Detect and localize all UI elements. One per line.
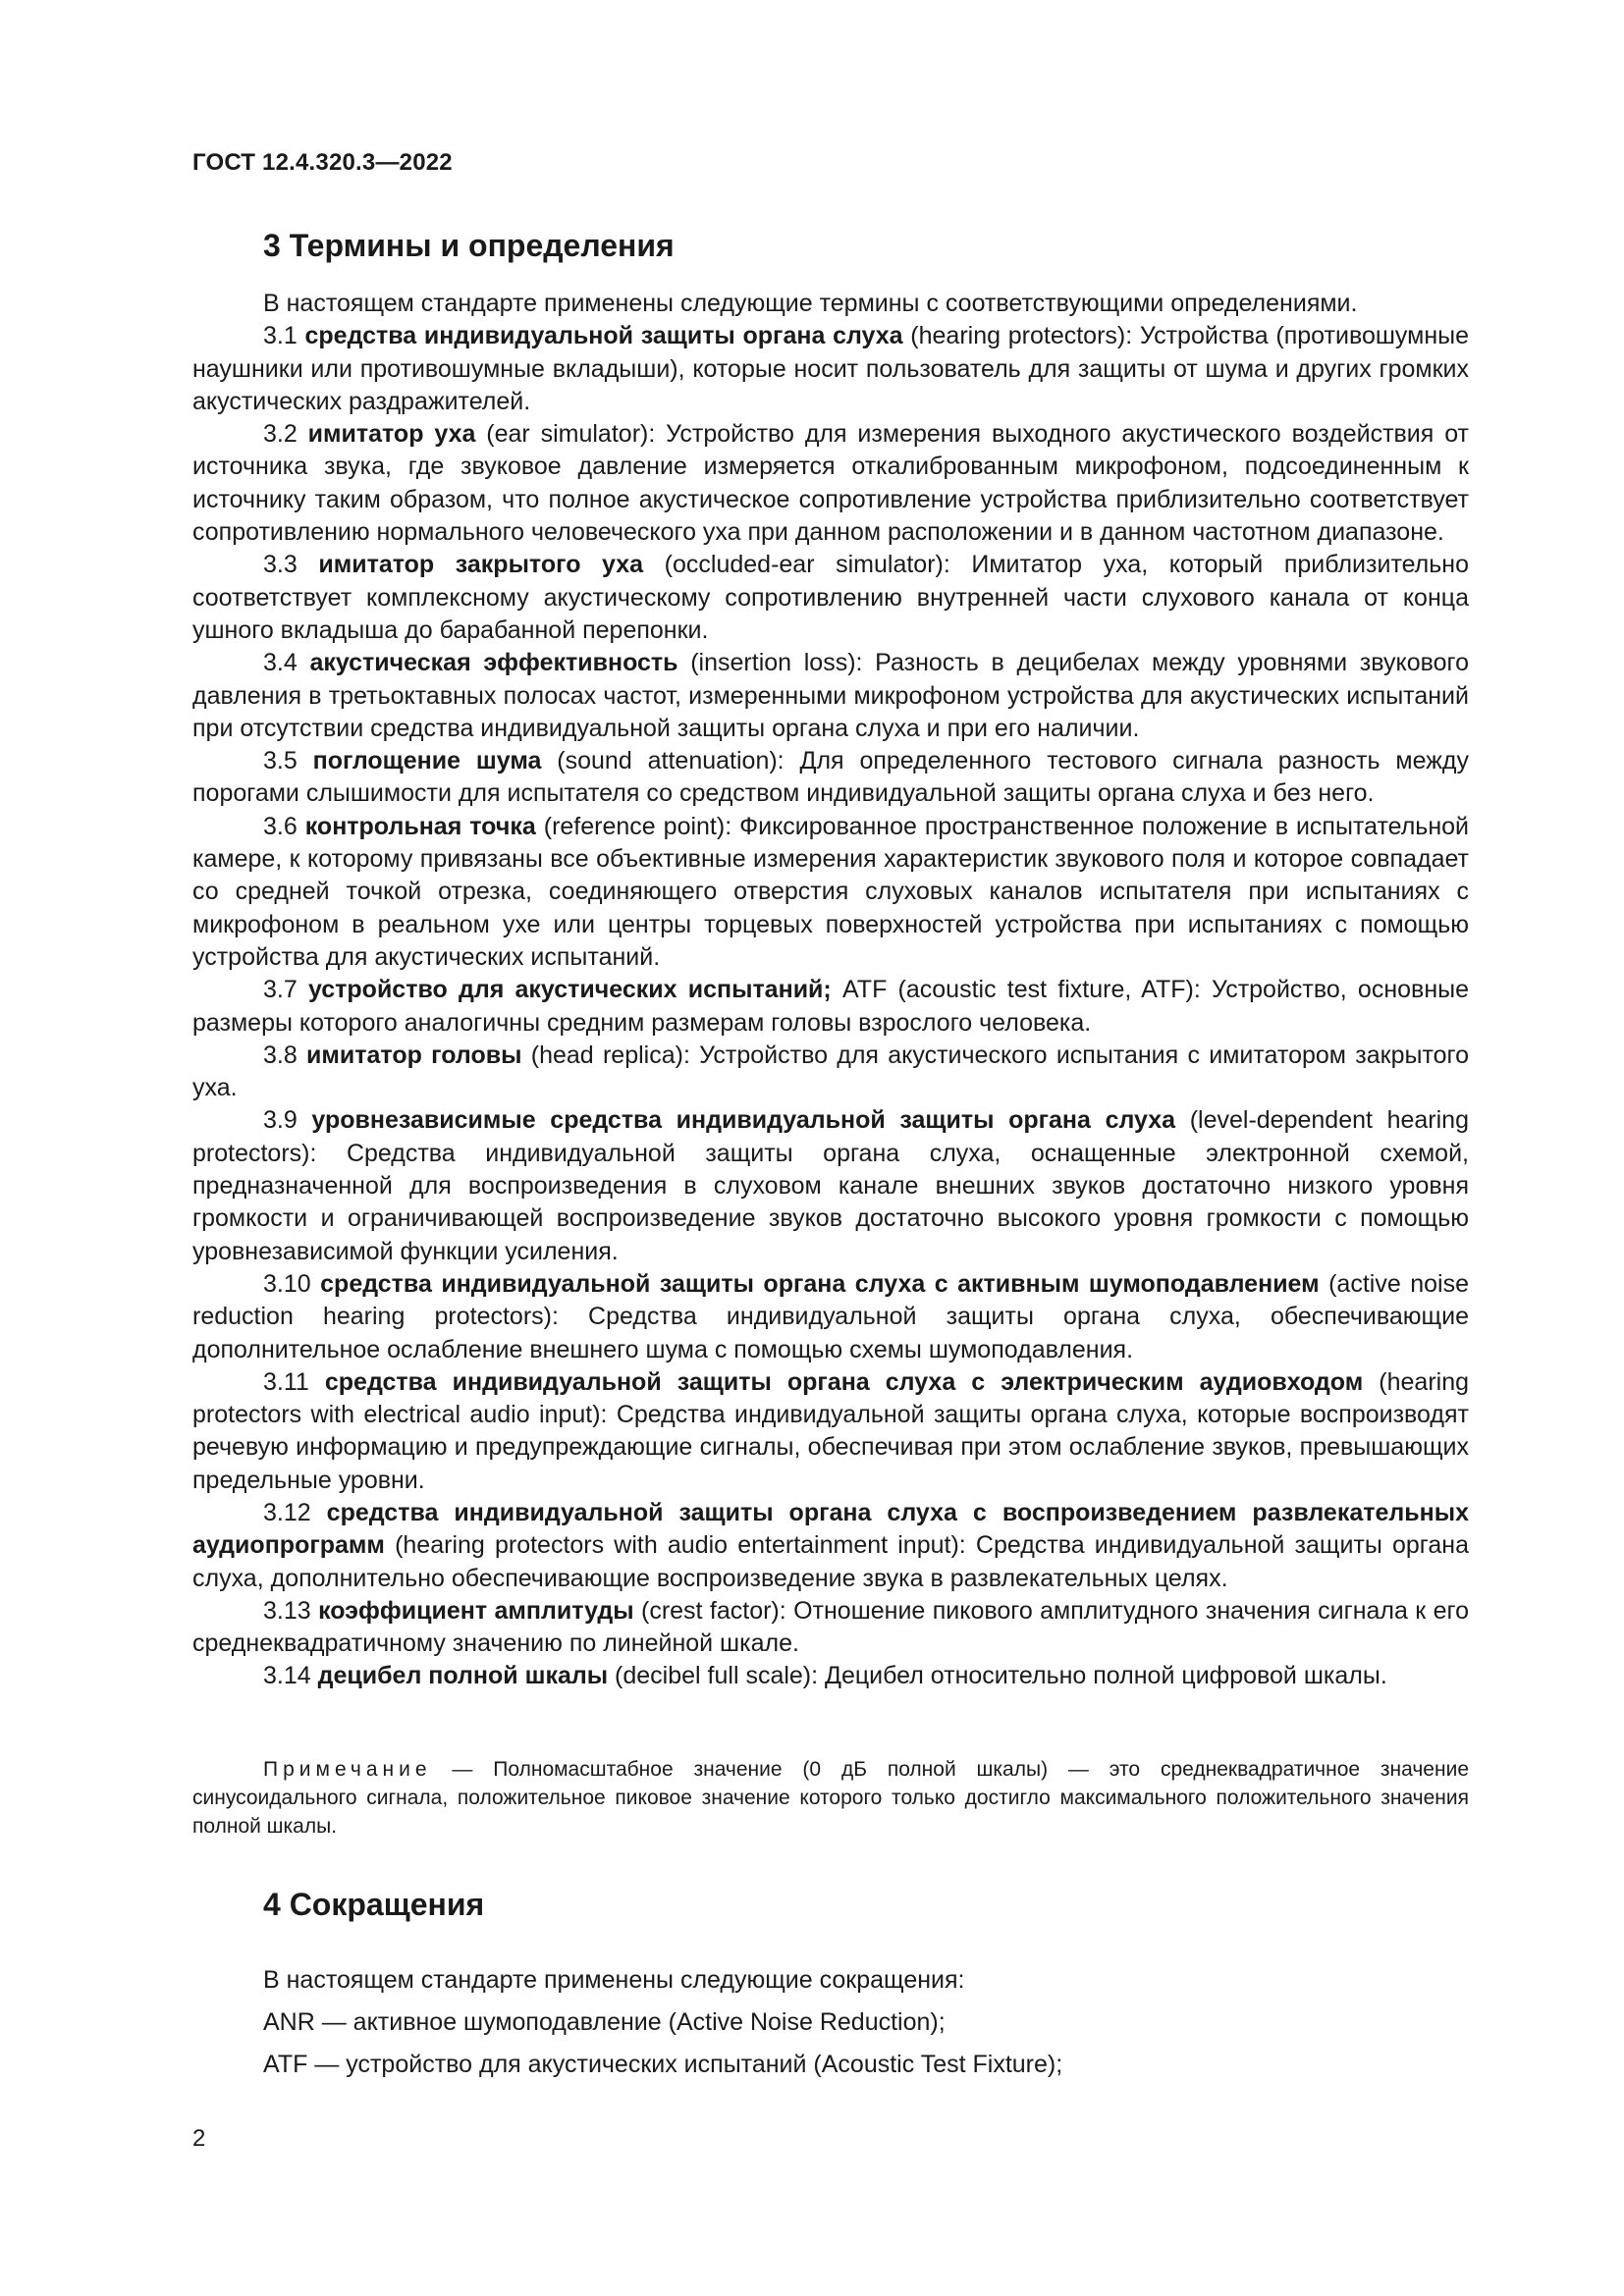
term-number: 3.13 xyxy=(263,1596,319,1625)
page-number: 2 xyxy=(192,2125,206,2152)
abbreviations-list xyxy=(263,1959,1471,2086)
term-name: уровнезависимые средства индивидуальной защиты органа слуха xyxy=(311,1106,1176,1135)
term-definition: (active noise reduction hearing protectors): Средства индивидуальной защиты органа слуха, обеспечивающие дополнительное ослабление внешнего шума с помощью схемы шумоподавления. xyxy=(192,1269,1469,1363)
term-number: 3.8 xyxy=(263,1041,307,1069)
section-3-intro: В настоящем стандарте применены следующие термины с соответствующими определениями. xyxy=(263,290,1358,317)
term-name: устройство для акустических испытаний; xyxy=(307,976,832,1004)
term-name: имитатор уха xyxy=(307,420,476,449)
term-definition: (reference point): Фиксированное пространственное положение в испытательной камере, к которому привязаны все объективные измерения характеристик звукового поля и которое совпадает со средней точкой отрезка, соединяющего отверстия слуховых каналов испытателя при испытаниях с микрофоном в реальном ухе или центры торцевых поверхностей устройства при испытаниях с помощью устройства для акустических испытаний. xyxy=(192,812,1469,971)
term-name: децибел полной шкалы xyxy=(317,1662,609,1690)
term-definition: ATF (acoustic test fixture, ATF): Устройство, основные размеры которого аналогичны средним размерам головы взрослого человека. xyxy=(192,976,1470,1037)
term-3-2 xyxy=(192,418,1469,549)
abbreviation-item: ANR — активное шумоподавление (Active Noise Reduction); xyxy=(263,2008,946,2036)
term-name: средства индивидуальной защиты органа слуха xyxy=(304,322,903,350)
term-name: коэффициент амплитуды xyxy=(318,1596,634,1625)
term-number: 3.3 xyxy=(263,551,319,579)
note-text: — Полномасштабное значение (0 дБ полной шкалы) — это среднеквадратичное значение синусоидального сигнала, положительное пиковое значение которого только достигло максимального положительного значения полной шкалы. xyxy=(192,1758,1469,1838)
term-definition: (ear simulator): Устройство для измерения выходного акустического воздействия от источника звука, где звуковое давление измеряется откалиброванным микрофоном, подсоединенным к источнику таким образом, что полное акустическое сопротивление устройства приблизительно соответствует сопротивлению нормального человеческого уха при данном расположении и в данном частотном диапазоне. xyxy=(192,420,1469,547)
term-3-11 xyxy=(192,1366,1469,1497)
term-number: 3.5 xyxy=(263,747,313,775)
term-name: имитатор закрытого уха xyxy=(318,551,644,579)
term-definition: (occluded-ear simulator): Имитатор уха, который приблизительно соответствует комплексному акустическому сопротивлению внутренней части слухового канала от конца ушного вкладыша до барабанной перепонки. xyxy=(192,551,1470,644)
term-3-6 xyxy=(192,811,1469,974)
term-3-13 xyxy=(192,1595,1469,1661)
term-number: 3.7 xyxy=(263,976,308,1004)
section-3-body xyxy=(192,288,1469,1693)
term-definition: (sound attenuation): Для определенного тестового сигнала разность между порогами слышимости для испытателя со средством индивидуальной защиты органа слуха и без него. xyxy=(192,747,1470,808)
document-id: ГОСТ 12.4.320.3—2022 xyxy=(192,149,453,176)
term-3-10 xyxy=(192,1268,1469,1366)
note-paragraph xyxy=(192,1755,1469,1841)
term-number: 3.12 xyxy=(263,1498,327,1526)
term-number: 3.9 xyxy=(263,1106,312,1135)
term-number: 3.1 xyxy=(263,322,305,350)
term-number: 3.2 xyxy=(263,420,308,449)
term-3-12 xyxy=(192,1497,1469,1595)
term-3-14 xyxy=(192,1660,1469,1692)
term-name: имитатор головы xyxy=(306,1041,522,1069)
term-definition: (insertion loss): Разность в децибелах между уровнями звукового давления в третьоктавных полосах частот, измеренными микрофоном устройства для акустических испытаний при отсутствии средства индивидуальной защиты органа слуха и при его наличии. xyxy=(192,649,1470,742)
term-definition: (level-dependent hearing protectors): Средства индивидуальной защиты органа слуха, оснащенные электронной схемой, предназначенной для воспроизведения в слуховом канале внешних звуков достаточно низкого уровня громкости и ограничивающей воспроизведение звуков достаточно высокого уровня громкости с помощью уровнезависимой функции усиления. xyxy=(192,1106,1469,1265)
term-definition: (crest factor): Отношение пикового амплитудного значения сигнала к его среднеквадратичному значению по линейной шкале. xyxy=(192,1596,1469,1658)
term-name: акустическая эффективность xyxy=(309,649,678,677)
term-3-1 xyxy=(192,320,1469,418)
term-name: средства индивидуальной защиты органа слуха с воспроизведением развлекательных аудиопрограмм xyxy=(192,1498,1469,1560)
term-3-9 xyxy=(192,1104,1469,1267)
term-number: 3.14 xyxy=(263,1662,318,1690)
term-name: средства индивидуальной защиты органа слуха с электрическим аудиовходом xyxy=(324,1367,1364,1396)
section-3-heading: 3 Термины и определения xyxy=(263,228,675,263)
term-name: контрольная точка xyxy=(304,812,536,840)
note-block xyxy=(192,1755,1469,1841)
term-3-8 xyxy=(192,1040,1469,1105)
term-3-7 xyxy=(192,974,1469,1040)
section-4-heading: 4 Сокращения xyxy=(263,1887,485,1922)
term-definition: (hearing protectors with audio entertainment input): Средства индивидуальной защиты органа слуха, дополнительно обеспечивающие воспроизведение звука в развлекательных целях. xyxy=(192,1531,1469,1592)
term-name: средства индивидуальной защиты органа слуха с активным шумоподавлением xyxy=(320,1269,1320,1298)
abbreviation-item: ATF — устройство для акустических испытаний (Acoustic Test Fixture); xyxy=(263,2051,1063,2078)
term-definition: (head replica): Устройство для акустического испытания с имитатором закрытого уха. xyxy=(192,1041,1469,1102)
term-3-3 xyxy=(192,549,1469,647)
term-definition: (hearing protectors with electrical audio input): Средства индивидуальной защиты органа слуха, которые воспроизводят речевую информацию и предупреждающие сигналы, обеспечивая при этом ослабление звуков, превышающих предельные уровни. xyxy=(192,1367,1470,1494)
term-name: поглощение шума xyxy=(312,747,542,775)
term-number: 3.10 xyxy=(263,1269,321,1298)
section-4-intro: В настоящем стандарте применены следующие сокращения: xyxy=(263,1966,965,1994)
term-number: 3.6 xyxy=(263,812,305,840)
term-3-4 xyxy=(192,647,1469,745)
term-number: 3.11 xyxy=(263,1367,325,1396)
term-number: 3.4 xyxy=(263,649,310,677)
term-definition: (decibel full scale): Децибел относительно полной цифровой шкалы. xyxy=(608,1662,1387,1690)
term-definition: (hearing protectors): Устройства (противошумные наушники или противошумные вкладыши), которые носит пользователь для защиты от шума и других громких акустических раздражителей. xyxy=(192,322,1469,415)
term-3-5 xyxy=(192,745,1469,811)
note-label: Примечание xyxy=(263,1758,432,1781)
